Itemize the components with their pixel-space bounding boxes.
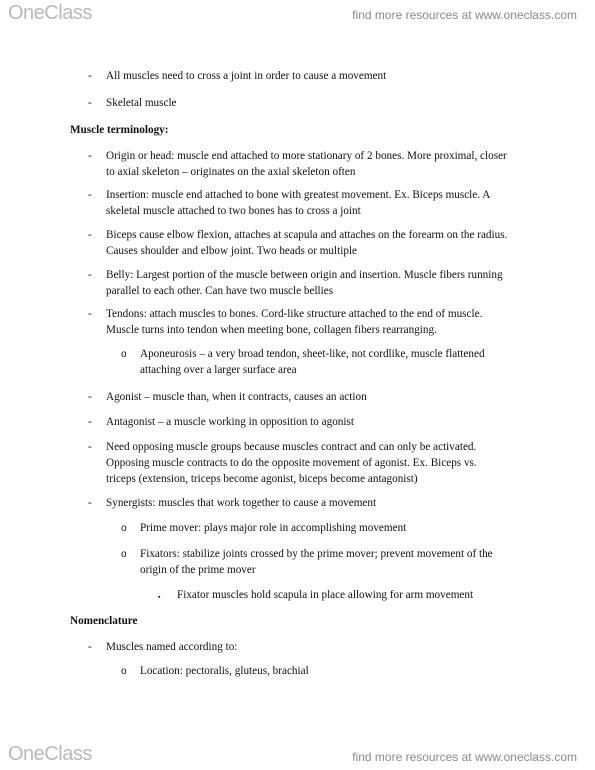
note-line: Need opposing muscle groups because muscles contract and can only be activated. — [106, 441, 477, 453]
square-bullet-icon: ▪ — [158, 593, 161, 601]
note-line: attaching over a larger surface area — [140, 364, 297, 376]
dash-marker: - — [88, 441, 92, 453]
note-line: Location: pectoralis, gluteus, brachial — [140, 665, 309, 677]
circle-bullet-icon: o — [121, 349, 127, 360]
note-line: Skeletal muscle — [106, 97, 177, 109]
dash-marker: - — [88, 97, 92, 109]
note-line: Antagonist – a muscle working in opposition to agonist — [106, 416, 354, 428]
circle-bullet-icon: o — [121, 666, 127, 677]
note-line: Opposing muscle contracts to do the opposite movement of agonist. Ex. Biceps vs. — [106, 457, 477, 469]
dash-marker: - — [88, 641, 92, 653]
note-line: to axial skeleton – originates on the axial skeleton often — [106, 166, 356, 178]
note-line: skeletal muscle attached to two bones has to cross a joint — [106, 205, 361, 217]
section-heading-terminology: Muscle terminology: — [70, 124, 169, 136]
section-heading-nomenclature: Nomenclature — [70, 615, 138, 627]
note-line: Insertion: muscle end attached to bone with greatest movement. Ex. Biceps muscle. A — [106, 189, 491, 201]
note-line: parallel to each other. Can have two muscle bellies — [106, 285, 334, 297]
footer-logo: OneClass — [8, 743, 92, 765]
note-line: All muscles need to cross a joint in order to cause a movement — [106, 70, 387, 82]
dash-marker: - — [88, 497, 92, 509]
note-line: Biceps cause elbow flexion, attaches at scapula and attaches on the forearm on the radius. — [106, 229, 508, 241]
note-line: Muscle turns into tendon when meeting bone, collagen fibers rearranging. — [106, 324, 437, 336]
note-line: Fixators: stabilize joints crossed by the prime mover; prevent movement of the — [140, 548, 493, 560]
dash-marker: - — [88, 269, 92, 281]
dash-marker: - — [88, 189, 92, 201]
header-logo: OneClass — [8, 2, 92, 24]
dash-marker: - — [88, 308, 92, 320]
note-line: Causes shoulder and elbow joint. Two heads or multiple — [106, 245, 358, 257]
circle-bullet-icon: o — [121, 549, 127, 560]
dash-marker: - — [88, 150, 92, 162]
note-line: origin of the prime mover — [140, 564, 256, 576]
footer-tagline[interactable]: find more resources at www.oneclass.com — [352, 750, 577, 764]
dash-marker: - — [88, 229, 92, 241]
note-line: Prime mover: plays major role in accomplishing movement — [140, 522, 407, 534]
note-line: Aponeurosis – a very broad tendon, sheet-like, not cordlike, muscle flattened — [140, 348, 485, 360]
note-line: Tendons: attach muscles to bones. Cord-like structure attached to the end of muscle. — [106, 308, 483, 320]
note-line: triceps (extension, triceps become agonist, biceps become antagonist) — [106, 473, 418, 485]
note-line: Origin or head: muscle end attached to more stationary of 2 bones. More proximal, closer — [106, 150, 507, 162]
dash-marker: - — [88, 416, 92, 428]
header-tagline[interactable]: find more resources at www.oneclass.com — [352, 8, 577, 22]
dash-marker: - — [88, 70, 92, 82]
note-line: Agonist – muscle than, when it contracts, causes an action — [106, 391, 367, 403]
note-line: Fixator muscles hold scapula in place allowing for arm movement — [177, 589, 474, 601]
note-line: Muscles named according to: — [106, 641, 238, 653]
dash-marker: - — [88, 391, 92, 403]
note-line: Synergists: muscles that work together to cause a movement — [106, 497, 377, 509]
circle-bullet-icon: o — [121, 523, 127, 534]
note-line: Belly: Largest portion of the muscle between origin and insertion. Muscle fibers running — [106, 269, 503, 281]
